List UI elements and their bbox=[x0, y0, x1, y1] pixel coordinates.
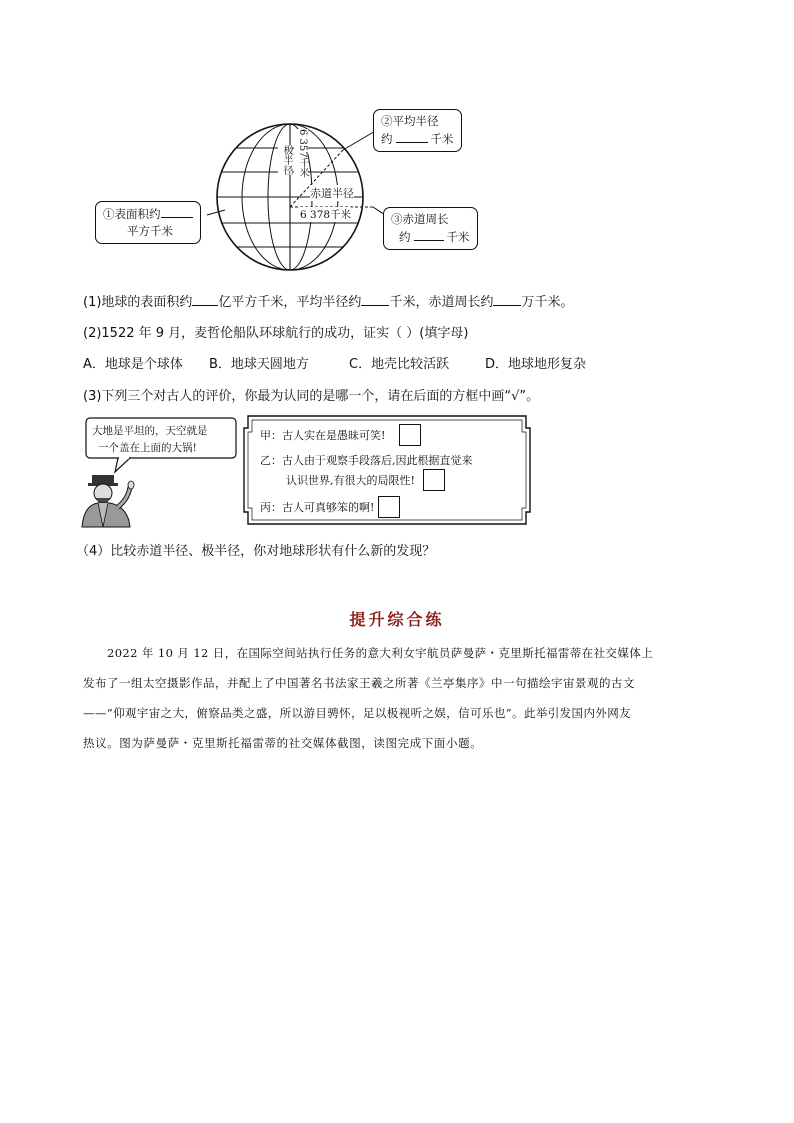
q1-text-part1: (1)地球的表面积约 bbox=[83, 295, 193, 310]
callout-mean-radius-title: ②平均半径 bbox=[381, 114, 439, 128]
q1-blank-circumference[interactable] bbox=[493, 293, 521, 306]
q1-text-part4: 万千米。 bbox=[521, 295, 574, 310]
callout-equator-unit: 千米 bbox=[446, 230, 470, 244]
option-yi-checkbox[interactable] bbox=[423, 469, 445, 491]
callout-mean-radius-unit: 千米 bbox=[430, 132, 454, 146]
q2-option-b[interactable]: B．地球天圆地方 bbox=[209, 357, 309, 372]
callout-surface-area-title: ①表面积约 bbox=[103, 207, 161, 221]
option-bing-text: 丙：古人可真够笨的啊! bbox=[260, 501, 375, 514]
option-jia-text: 甲：古人实在是愚昧可笑! bbox=[260, 429, 386, 442]
speech-bubble-line1: 大地是平坦的，天空就是 bbox=[92, 425, 208, 437]
paragraph-line-3: ——“仰观宇宙之大，俯察品类之盛，所以游目骋怀，足以极视听之娱，信可乐也”。此举引发国内外网友 bbox=[83, 706, 632, 720]
equator-circumference-blank bbox=[414, 228, 444, 241]
option-yi-text: 认识世界,有很大的局限性! bbox=[286, 474, 415, 487]
surface-area-blank bbox=[161, 205, 193, 218]
q1-blank-radius[interactable] bbox=[361, 293, 389, 306]
q2-option-c[interactable]: C．地壳比较活跃 bbox=[349, 357, 450, 372]
equator-radius-value: 6 378千米 bbox=[300, 209, 352, 221]
option-yi bbox=[286, 469, 445, 491]
callout-surface-area-unit: 平方千米 bbox=[127, 224, 173, 238]
polar-radius-value: 6 357千米 bbox=[294, 129, 308, 178]
ancient-scholar-figure bbox=[70, 415, 250, 530]
section-title: 提升综合练 bbox=[349, 610, 445, 629]
q2-option-d[interactable]: D．地球地形复杂 bbox=[485, 357, 587, 372]
earth-figure bbox=[95, 105, 485, 285]
paragraph-line-4: 热议。图为萨曼萨・克里斯托福雷蒂的社交媒体截图，读图完成下面小题。 bbox=[83, 736, 483, 750]
intro-paragraph bbox=[83, 638, 723, 758]
question-3: (3)下列三个对古人的评价，你最为认同的是哪一个，请在后面的方框中画“√”。 bbox=[83, 389, 540, 404]
equator-radius-label: 赤道半径 bbox=[310, 187, 354, 200]
paragraph-line-1: 2022 年 10 月 12 日，在国际空间站执行任务的意大利女宇航员萨曼萨・克里斯托福雷蒂在社交媒体上 bbox=[107, 646, 654, 660]
callout-equator-title: ③赤道周长 bbox=[391, 212, 449, 226]
option-jia bbox=[260, 424, 421, 446]
paragraph-line-2: 发布了一组太空摄影作品，并配上了中国著名书法家王羲之所著《兰亭集序》中一句描绘宇宙景观的古文 bbox=[83, 676, 635, 690]
q2-option-a[interactable]: A．地球是个球体 bbox=[83, 357, 183, 372]
callout-equator-prefix: 约 bbox=[399, 230, 411, 244]
callout-mean-radius bbox=[373, 109, 462, 152]
q2-options bbox=[83, 353, 643, 372]
callout-equator-circumference bbox=[383, 207, 478, 250]
question-2: (2)1522 年 9 月，麦哲伦船队环球航行的成功，证实（ ）(填字母) bbox=[83, 326, 469, 341]
mean-radius-blank bbox=[396, 130, 428, 143]
polar-radius-label: 极半径 bbox=[278, 145, 292, 175]
speech-bubble-line2: 一个盖在上面的大锅! bbox=[98, 442, 197, 454]
question-4: （4）比较赤道半径、极半径，你对地球形状有什么新的发现？ bbox=[76, 544, 436, 559]
q1-blank-area[interactable] bbox=[192, 293, 218, 306]
q1-text-part3: 千米，赤道周长约 bbox=[389, 295, 494, 310]
option-jia-checkbox[interactable] bbox=[399, 424, 421, 446]
q1-text-part2: 亿平方千米，平均半径约 bbox=[218, 295, 362, 310]
q3-options-panel bbox=[242, 414, 532, 526]
callout-surface-area bbox=[95, 201, 201, 244]
callout-mean-radius-prefix: 约 bbox=[381, 132, 393, 146]
option-yi-line1: 乙：古人由于观察手段落后,因此根据直觉来 bbox=[260, 454, 473, 467]
question-1 bbox=[83, 291, 573, 310]
option-bing bbox=[260, 496, 400, 518]
option-bing-checkbox[interactable] bbox=[378, 496, 400, 518]
